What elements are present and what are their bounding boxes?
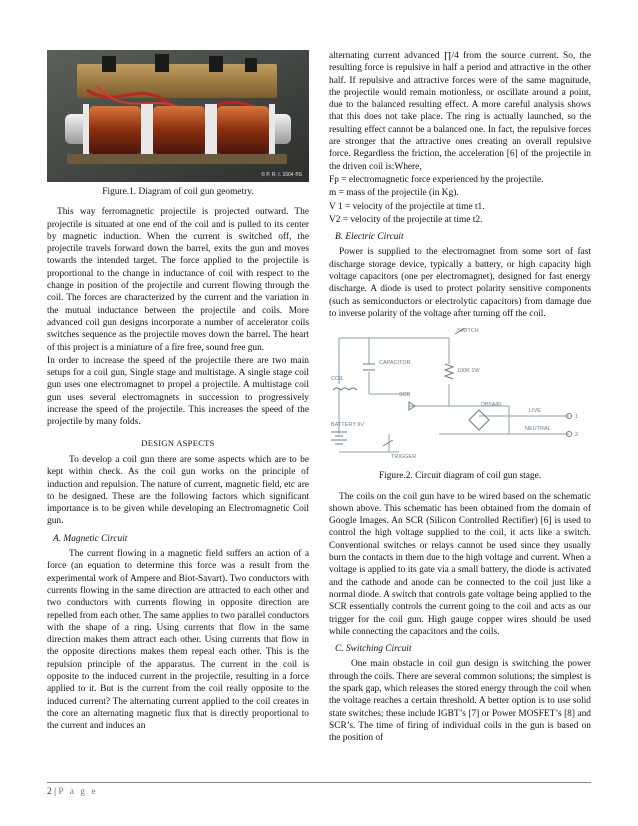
paragraph-coils: The coils on the coil gun have to be wired based on the schematic shown above. This schematic has been obtained from the domain of Google Images. An SCR (Silicon Controlled Rectifier) [6] is used to control the high voltage supplied to the coil, it acts like a switch. Conventional switches or relays cannot be used since they usually burn the contacts in them due to the high voltage and current. When a voltage is applied to its gate via a small battery, the diode is activated and the cathode and anode can be connected to the coil just like a normal diode. A switch that controls gate voltage being applied to the SCR essentially controls the current going to the coil and acts as our trigger for the coil gun. High gauge copper wires should be used while connecting the capacitors and the coils. xyxy=(329,491,591,637)
subheading-electric-circuit: B. Electric Circuit xyxy=(335,232,404,243)
figure-2-circuit xyxy=(329,324,591,466)
coil-gun-illustration xyxy=(47,50,309,182)
coil-gun-photo xyxy=(47,50,309,182)
label-trigger: TRIGGER xyxy=(391,454,417,461)
paragraph-alternating: alternating current advanced ∏/4 from the source current. So, the resulting force is repulsive in half a period and attractive in the other half. If repulsive and attractive forces were of the same magnitude, the projectile would remain motionless, or oscillate around a point, due to the balanced resulting effect. A more careful analysis shows that this does not take place. The ring is actually launched, so the resulting effect cannot be a balanced one. In fact, the repulsive forces are stronger that the attractive ones creating an overall repulsive force. Regardless the friction, the acceleration [6] of the projectile in the driven coil is:Where, xyxy=(329,51,591,172)
paragraph-switching: One main obstacle in coil gun design is switching the power through the coils. There are several common solutions; the simplest is the spark gap, which releases the stored energy through the coil when the voltage reaches a certain threshold. A better option is to use solid state switches; these include IGBT’s [7] or Power MOSFET’s [8] and SCR’s. The time of firing of individual coils in the gun is based on the position of xyxy=(329,659,592,744)
figure-1-caption: Figure.1. Diagram of coil gun geometry. xyxy=(102,187,254,197)
figure-1 xyxy=(47,50,309,198)
label-switch: SWITCH xyxy=(457,328,479,335)
label-resistor: 100K 1W xyxy=(457,368,480,375)
paragraph-electric: Power is supplied to the electromagnet from some sort of fast discharge storage device, typically a battery, or high capacity high voltage capacitors (one per electromagnet), designed for fast energy discharge. A diode is used to protect polarity sensitive components (such as semiconductors or electrolytic capacitors) from damage due to inverse polarity of the voltage after turning off the coil. xyxy=(329,247,591,319)
paragraph-magnetic: The current flowing in a magnetic field suffers an action of a force (an equation to determine this force was a result from the experimental work of Ampere and Biot-Savart). Two conductors with currents flowing in the same direction are attracted to each other and two conductors with currents flowing in opposite direction are repelled from each other. The same applies to two parallel conductors with the shape of a ring. Using currents that flow in the same direction makes them attract each other. Using currents that flow in the opposite directions makes them repeal each other. This is the repulsion principle of the apparatus. The current in the coil is opposite to the induced current in the projectile, resulting in a force applied to it. But is the current from the coil really opposite to the induced current? The alternating current applied to the coil creates in the core an alternating magnetic flux that is directly proportional to the current and induces an xyxy=(47,549,309,732)
design-aspects-heading: DESIGN ASPECTS xyxy=(141,437,215,448)
page-footer xyxy=(47,782,591,797)
definition-force: Fp = electromagnetic force experienced by the projectile. xyxy=(329,174,544,185)
definition-velocity-2: V2 = velocity of the projectile at time t2. xyxy=(329,214,483,225)
label-terminal-2: 2 xyxy=(575,432,579,439)
figure-2-caption: Figure.2. Circuit diagram of coil gun stage. xyxy=(378,471,542,482)
label-capacitor: CAPACITOR xyxy=(379,360,411,367)
definition-mass: m = mass of the projectile (in Kg). xyxy=(329,188,459,199)
label-terminal-1: 1 xyxy=(575,414,579,421)
photo-watermark: © P. R. I. 1604 ®S xyxy=(261,172,302,178)
subheading-magnetic-circuit: A. Magnetic Circuit xyxy=(53,533,128,544)
subheading-switching-circuit: C. Switching Circuit xyxy=(335,644,412,655)
paragraph-projection: This way ferromagnetic projectile is projected outward. The projectile is situated at one end of the coil and is pulled to its center by magnetic induction. When the current is switched off, the projectile travels forward down the barrel, exits the gun and moves towards the intended target. The force applied to the projectile is proportional to the change in inductance of coil with respect to the change in position of the projectile and current flowing through the coil. The forces are characterized by the current and the variation in the mutual inductance between the projectile and coils. More advanced coil gun designs incorporate a number of accelerator coils switches sequence as the projectile moves down the barrel. The heart of this project is a miniature of a fire free, sound free gun. xyxy=(47,207,309,353)
label-bridge: DB5A80 xyxy=(481,402,502,409)
label-battery: BATTERY 9V xyxy=(331,422,365,429)
right-column xyxy=(329,50,591,745)
paragraph-design: To develop a coil gun there are some aspects which are to be kept within check. As the coil gun works on the principle of induction and repulsion. The nature of current, magnetic field, etc are to be designed. These are the following factors which significant importance is to be given while developing an Electromagnetic Coil gun. xyxy=(47,454,309,527)
label-coil: COIL xyxy=(331,376,344,383)
page-word: P a g e xyxy=(58,787,98,797)
label-neutral: NEUTRAL xyxy=(525,426,551,433)
label-live: LIVE xyxy=(529,408,541,415)
label-scr: SCR xyxy=(399,392,411,399)
footer-separator: | xyxy=(54,787,57,797)
left-column xyxy=(47,50,309,733)
paragraph-stages: In order to increase the speed of the projectile there are two main setups for a coil gun, Single stage and multistage. A single stage coil gun uses one electromagnet to propel a projectile. A multistage coil gun uses several electromagnets in succession to progressively increase the speed of the projectile. This increases the speed of the projectile by many folds. xyxy=(47,355,309,428)
page-number: 2 xyxy=(47,787,52,797)
definition-velocity-1: V 1 = velocity of the projectile at time t1. xyxy=(329,201,485,212)
circuit-diagram xyxy=(329,324,591,466)
